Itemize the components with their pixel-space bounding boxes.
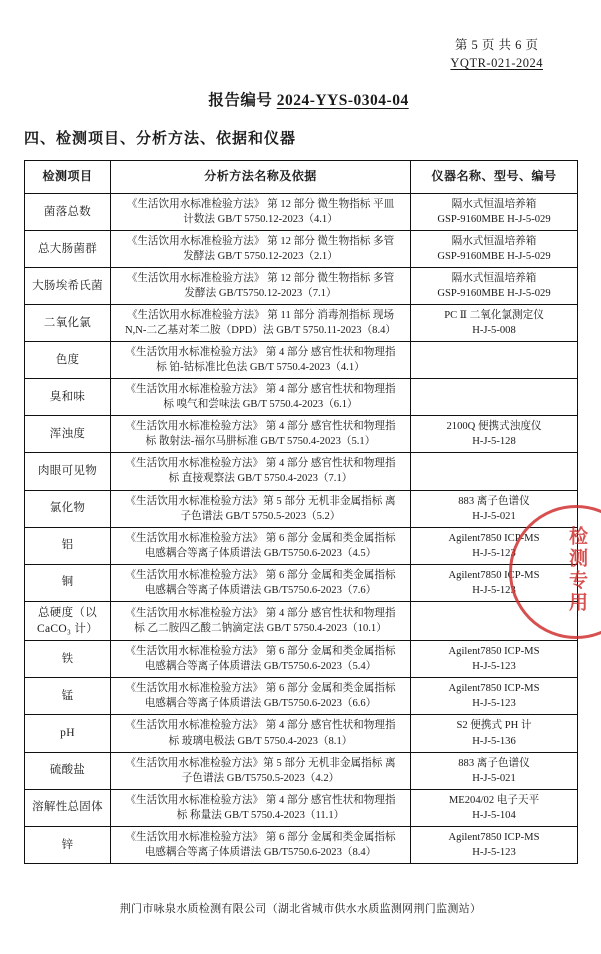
method-line-1: 《生活饮用水标准检验方法》 第 4 部分 感官性状和物理指: [125, 607, 396, 619]
instrument-line-1: Agilent7850 ICP-MS: [448, 569, 540, 581]
header-instrument: 仪器名称、型号、编号: [411, 161, 578, 194]
cell-method: [111, 379, 411, 416]
method-line-1: 《生活饮用水标准检验方法》 第 6 部分 金属和类金属指标: [125, 569, 396, 581]
table-row: [25, 379, 578, 416]
table-row: [25, 342, 578, 379]
instrument-line-1: S2 便携式 PH 计: [456, 720, 532, 732]
table-header-row: [25, 161, 578, 194]
instrument-line-2: H-J-5-123: [472, 661, 516, 673]
method-line-2: 发酵法 GB/T 5750.12-2023（2.1）: [183, 251, 338, 263]
table-row: [25, 789, 578, 826]
cell-instrument: [411, 305, 578, 342]
method-line-2: 标 嗅气和尝味法 GB/T 5750.4-2023（6.1）: [163, 399, 358, 411]
method-line-2: 标 散射法-福尔马肼标准 GB/T 5750.4-2023（5.1）: [145, 436, 376, 448]
method-line-2: 标 乙二胺四乙酸二钠滴定法 GB/T 5750.4-2023（10.1）: [134, 623, 387, 635]
instrument-line-1: 883 离子色谱仪: [458, 757, 530, 769]
table-row: [25, 490, 578, 527]
methods-table: [24, 160, 578, 864]
method-line-1: 《生活饮用水标准检验方法》 第 4 部分 感官性状和物理指: [125, 458, 396, 470]
cell-item: pH: [25, 715, 111, 752]
table-row: [25, 416, 578, 453]
cell-instrument: [411, 678, 578, 715]
cell-item: 二氧化氯: [25, 305, 111, 342]
instrument-line-2: H-J-5-136: [472, 735, 516, 747]
instrument-line-2: GSP-9160MBE H-J-5-029: [437, 251, 551, 263]
table-row: [25, 231, 578, 268]
cell-instrument: [411, 453, 578, 490]
table-row: [25, 752, 578, 789]
table-row: [25, 601, 578, 641]
instrument-line-2: H-J-5-123: [472, 846, 516, 858]
instrument-line-2: GSP-9160MBE H-J-5-029: [437, 288, 551, 300]
instrument-line-2: H-J-5-008: [472, 325, 516, 337]
cell-item: 氯化物: [25, 490, 111, 527]
table-row: [25, 564, 578, 601]
method-line-1: 《生活饮用水标准检验方法》 第 6 部分 金属和类金属指标: [125, 532, 396, 544]
report-number-label: 报告编号: [208, 92, 277, 109]
method-line-1: 《生活饮用水标准检验方法》 第 11 部分 消毒剂指标 现场: [126, 310, 395, 322]
cell-instrument: [411, 641, 578, 678]
method-line-1: 《生活饮用水标准检验方法》 第 12 部分 微生物指标 多管: [126, 236, 395, 248]
cell-method: [111, 789, 411, 826]
method-line-2: 计数法 GB/T 5750.12-2023（4.1）: [183, 214, 338, 226]
cell-method: [111, 564, 411, 601]
cell-method: [111, 527, 411, 564]
method-line-1: 《生活饮用水标准检验方法》 第 4 部分 感官性状和物理指: [125, 720, 396, 732]
cell-method: [111, 305, 411, 342]
cell-instrument: [411, 601, 578, 641]
method-line-2: 发酵法 GB/T5750.12-2023（7.1）: [184, 288, 337, 300]
table-row: [25, 305, 578, 342]
cell-method: [111, 194, 411, 231]
report-number-value: 2024-YYS-0304-04: [276, 92, 409, 109]
instrument-line-2: H-J-5-123: [472, 698, 516, 710]
cell-instrument: [411, 342, 578, 379]
page-header: [450, 36, 543, 72]
cell-item: 铝: [25, 527, 111, 564]
cell-instrument: [411, 416, 578, 453]
cell-method: [111, 752, 411, 789]
cell-method: [111, 826, 411, 863]
instrument-line-2: H-J-5-104: [472, 809, 516, 821]
method-line-2: 标 玻璃电极法 GB/T 5750.4-2023（8.1）: [168, 735, 353, 747]
instrument-line-1: PC Ⅱ 二氧化氯测定仪: [444, 310, 544, 322]
header-item: 检测项目: [25, 161, 111, 194]
page-number: 第 5 页 共 6 页: [454, 38, 539, 52]
method-line-1: 《生活饮用水标准检验方法》第 5 部分 无机非金属指标 离: [125, 495, 396, 507]
cell-instrument: [411, 715, 578, 752]
cell-item: 溶解性总固体: [25, 789, 111, 826]
method-line-2: 子色谱法 GB/T5750.5-2023（4.2）: [181, 772, 340, 784]
document-code: YQTR-021-2024: [450, 56, 543, 71]
cell-item: 锰: [25, 678, 111, 715]
instrument-line-1: ME204/02 电子天平: [448, 794, 540, 806]
cell-instrument: [411, 752, 578, 789]
instrument-line-1: Agilent7850 ICP-MS: [448, 646, 540, 658]
cell-item: 铁: [25, 641, 111, 678]
method-line-2: 子色谱法 GB/T 5750.5-2023（5.2）: [180, 510, 341, 522]
cell-method: [111, 678, 411, 715]
header-method: 分析方法名称及依据: [111, 161, 411, 194]
method-line-1: 《生活饮用水标准检验方法》 第 4 部分 感官性状和物理指: [125, 421, 396, 433]
method-line-1: 《生活饮用水标准检验方法》 第 4 部分 感官性状和物理指: [125, 794, 396, 806]
instrument-line-2: H-J-5-128: [472, 436, 516, 448]
cell-instrument: [411, 194, 578, 231]
instrument-line-2: H-J-5-021: [472, 510, 516, 522]
cell-item: 臭和味: [25, 379, 111, 416]
method-line-2: 电感耦合等离子体质谱法 GB/T5750.6-2023（5.4）: [144, 661, 377, 673]
method-line-2: N,N-二乙基对苯二胺（DPD）法 GB/T 5750.11-2023（8.4）: [124, 325, 397, 337]
table-row: [25, 715, 578, 752]
cell-item: 菌落总数: [25, 194, 111, 231]
cell-instrument: [411, 564, 578, 601]
instrument-line-1: 隔水式恒温培养箱: [451, 236, 537, 248]
cell-instrument: [411, 490, 578, 527]
cell-instrument: [411, 826, 578, 863]
table-row: [25, 268, 578, 305]
cell-item: 色度: [25, 342, 111, 379]
table-row: [25, 453, 578, 490]
instrument-line-2: H-J-5-123: [472, 584, 516, 596]
cell-method: [111, 601, 411, 641]
instrument-line-1: 2100Q 便携式浊度仪: [446, 421, 542, 433]
page-footer: 荆门市咏泉水质检测有限公司（湖北省城市供水水质监测网荆门监测站）: [119, 903, 482, 915]
instrument-line-2: GSP-9160MBE H-J-5-029: [437, 214, 551, 226]
cell-item: 铜: [25, 564, 111, 601]
cell-method: [111, 231, 411, 268]
method-line-2: 标 称量法 GB/T 5750.4-2023（11.1）: [176, 809, 345, 821]
cell-instrument: [411, 379, 578, 416]
method-line-2: 电感耦合等离子体质谱法 GB/T5750.6-2023（4.5）: [144, 547, 377, 559]
cell-item: 总大肠菌群: [25, 231, 111, 268]
instrument-line-1: 隔水式恒温培养箱: [451, 273, 537, 285]
table-row: [25, 194, 578, 231]
cell-item: 肉眼可见物: [25, 453, 111, 490]
table-row: [25, 678, 578, 715]
method-line-1: 《生活饮用水标准检验方法》 第 6 部分 金属和类金属指标: [125, 683, 396, 695]
instrument-line-1: 隔水式恒温培养箱: [451, 199, 537, 210]
table-body: [25, 194, 578, 864]
cell-item: 浑浊度: [25, 416, 111, 453]
cell-method: [111, 715, 411, 752]
instrument-line-2: H-J-5-021: [472, 772, 516, 784]
method-line-1: 《生活饮用水标准检验方法》 第 6 部分 金属和类金属指标: [125, 831, 396, 843]
cell-item: 总硬度（以 CaCO₃ 计）: [25, 601, 111, 641]
method-line-1: 《生活饮用水标准检验方法》 第 6 部分 金属和类金属指标: [125, 646, 396, 658]
method-line-1: 《生活饮用水标准检验方法》 第 12 部分 微生物指标 平皿: [126, 199, 395, 210]
cell-method: [111, 490, 411, 527]
seal-text: 检测专用: [566, 526, 587, 614]
cell-item: 大肠埃希氏菌: [25, 268, 111, 305]
report-number: [208, 88, 408, 110]
method-line-2: 标 直接观察法 GB/T 5750.4-2023（7.1）: [168, 473, 353, 485]
cell-instrument: [411, 231, 578, 268]
cell-item: 锌: [25, 826, 111, 863]
table-row: [25, 527, 578, 564]
section-title: 四、检测项目、分析方法、依据和仪器: [24, 131, 297, 147]
cell-instrument: [411, 527, 578, 564]
cell-method: [111, 453, 411, 490]
cell-item: 硫酸盐: [25, 752, 111, 789]
instrument-line-1: Agilent7850 ICP-MS: [448, 683, 540, 695]
cell-method: [111, 268, 411, 305]
cell-method: [111, 416, 411, 453]
table-row: [25, 641, 578, 678]
method-line-2: 电感耦合等离子体质谱法 GB/T5750.6-2023（7.6）: [144, 584, 377, 596]
cell-instrument: [411, 268, 578, 305]
cell-method: [111, 641, 411, 678]
instrument-line-1: 883 离子色谱仪: [458, 495, 530, 507]
table-row: [25, 826, 578, 863]
cell-instrument: [411, 789, 578, 826]
method-line-2: 电感耦合等离子体质谱法 GB/T5750.6-2023（6.6）: [144, 698, 377, 710]
method-line-1: 《生活饮用水标准检验方法》 第 4 部分 感官性状和物理指: [125, 384, 396, 396]
instrument-line-1: Agilent7850 ICP-MS: [448, 532, 540, 544]
cell-method: [111, 342, 411, 379]
method-line-2: 电感耦合等离子体质谱法 GB/T5750.6-2023（8.4）: [144, 846, 377, 858]
method-line-1: 《生活饮用水标准检验方法》第 5 部分 无机非金属指标 离: [125, 757, 396, 769]
method-line-2: 标 铂-钴标准比色法 GB/T 5750.4-2023（4.1）: [156, 362, 365, 374]
method-line-1: 《生活饮用水标准检验方法》 第 12 部分 微生物指标 多管: [126, 273, 395, 285]
method-line-1: 《生活饮用水标准检验方法》 第 4 部分 感官性状和物理指: [125, 347, 396, 359]
instrument-line-1: Agilent7850 ICP-MS: [448, 831, 540, 843]
instrument-line-2: H-J-5-123: [472, 547, 516, 559]
